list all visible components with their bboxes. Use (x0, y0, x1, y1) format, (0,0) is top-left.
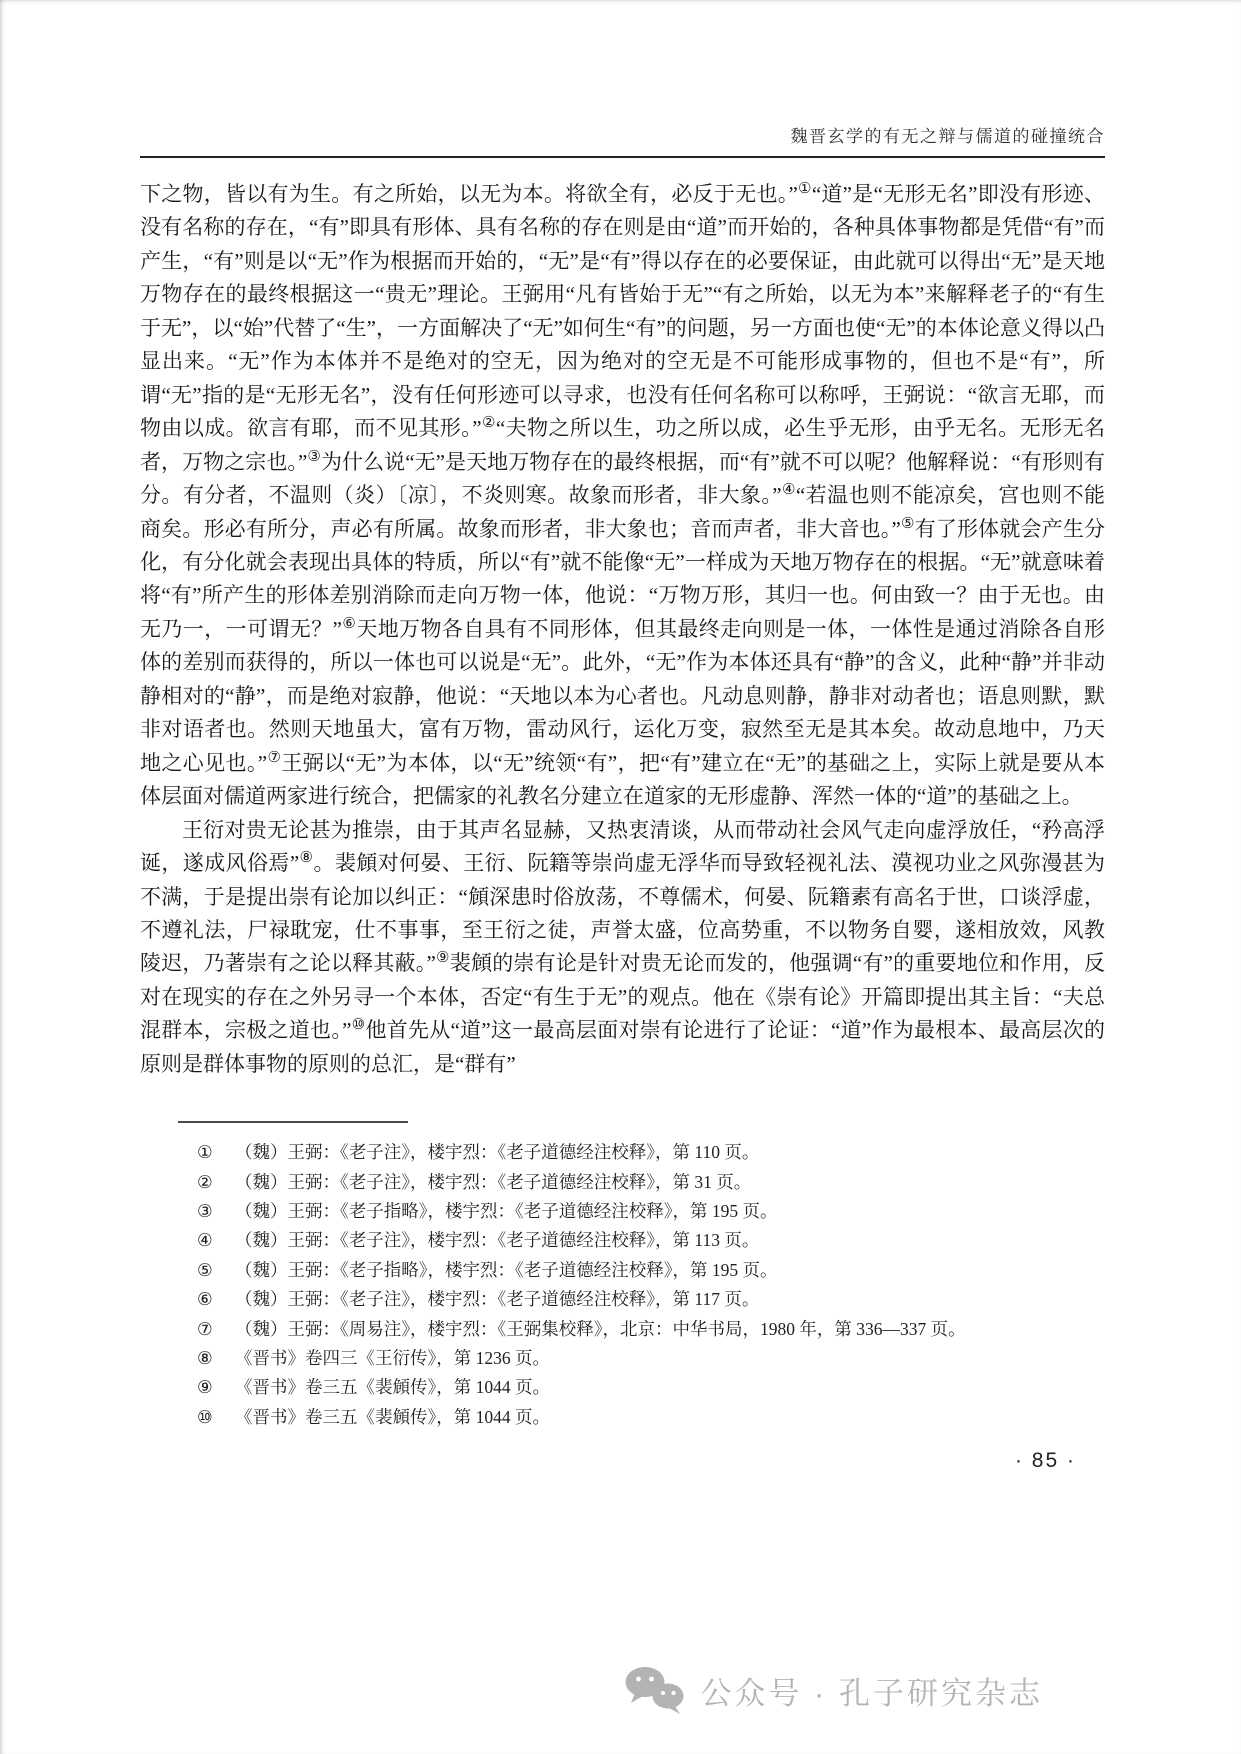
footnote-marker: ⑩ (197, 1406, 213, 1427)
footnote-ref: ⑧ (299, 850, 314, 867)
footnote-item (197, 1168, 1105, 1197)
footnote-text: （魏）王弼：《老子注》，楼宇烈：《老子道德经注校释》，第 113 页。 (235, 1230, 760, 1251)
footnote-item (197, 1256, 1105, 1285)
wechat-icon (624, 1666, 686, 1714)
footnote-text: 《晋书》卷三五《裴頠传》，第 1044 页。 (235, 1377, 550, 1398)
footnote-marker: ⑧ (197, 1348, 213, 1369)
footnote-separator (178, 1121, 408, 1123)
footnote-item (197, 1138, 1105, 1167)
body-text (140, 178, 1105, 1081)
footnote-list (140, 1138, 1105, 1432)
footnote-marker: ② (197, 1171, 213, 1192)
footnote-ref: ② (481, 415, 496, 432)
footnote-text: （魏）王弼：《老子注》，楼宇烈：《老子道德经注校释》，第 117 页。 (235, 1289, 760, 1310)
footnote-item (197, 1344, 1105, 1373)
header-rule (140, 156, 1105, 158)
watermark-label: 公众号 · 孔子研究杂志 (700, 1675, 1043, 1711)
footnote-ref: ③ (307, 448, 321, 465)
body-paragraph: 下之物，皆以有为生。有之所始，以无为本。将欲全有，必反于无也。”①“道”是“无形无名”即没有形迹、没有名称的存在，“有”即具有形体、具有名称的存在则是由“道”而开始的，各种具体事物都是凭借“有”而产生，“有”则是以“无”作为根据而开始的，“无”是“有”得以存在的必要保证，由此就可以得出“无”是天地万物存在的最终根据这一“贵无”理论。王弼用“凡有皆始于无”“有之所始，以无为本”来解释老子的“有生于无”，以“始”代替了“生”，一方面解决了“无”如何生“有”的问题，另一方面也使“无”的本体论意义得以凸显出来。“无”作为本体并不是绝对的空无，因为绝对的空无是不可能形成事物的，但也不是“有”，所谓“无”指的是“无形无名”，没有任何形迹可以寻求，也没有任何名称可以称呼，王弼说：“欲言无耶，而物由以成。欲言有耶，而不见其形。”②“夫物之所以生，功之所以成，必生乎无形，由乎无名。无形无名者，万物之宗也。”③为什么说“无”是天地万物存在的最终根据，而“有”就不可以呢？他解释说：“有形则有分。有分者，不温则（炎）〔凉〕，不炎则寒。故象而形者，非大象。”④“若温也则不能凉矣，宫也则不能商矣。形必有所分，声必有所属。故象而形者，非大象也；音而声者，非大音也。”⑤有了形体就会产生分化，有分化就会表现出具体的特质，所以“有”就不能像“无”一样成为天地万物存在的根据。“无”就意味着将“有”所产生的形体差别消除而走向万物一体，他说：“万物万形，其归一也。何由致一？由于无也。由无乃一，一可谓无？”⑥天地万物各自具有不同形体，但其最终走向则是一体，一体性是通过消除各自形体的差别而获得的，所以一体也可以说是“无”。此外，“无”作为本体还具有“静”的含义，此种“静”并非动静相对的“静”，而是绝对寂静，他说：“天地以本为心者也。凡动息则静，静非对动者也；语息则默，默非对语者也。然则天地虽大，富有万物，雷动风行，运化万变，寂然至无是其本矣。故动息地中，乃天地之心见也。”⑦王弼以“无”为本体，以“无”统领“有”，把“有”建立在“无”的基础之上，实际上就是要从本体层面对儒道两家进行统合，把儒家的礼教名分建立在道家的无形虚静、浑然一体的“道”的基础之上。 (140, 181, 1106, 809)
footnote-ref: ⑦ (267, 749, 282, 766)
footnote-item (197, 1285, 1105, 1314)
footnote-ref: ⑩ (351, 1017, 366, 1034)
footnote-marker: ① (197, 1142, 213, 1163)
body-paragraph: 王衍对贵无论甚为推崇，由于其声名显赫，又热衷清谈，从而带动社会风气走向虚浮放任，“矜高浮诞，遂成风俗焉”⑧。裴頠对何晏、王衍、阮籍等崇尚虚无浮华而导致轻视礼法、漠视功业之风弥漫甚为不满，于是提出崇有论加以纠正：“頠深患时俗放荡，不尊儒术，何晏、阮籍素有高名于世，口谈浮虚，不遵礼法，尸禄耽宠，仕不事事，至王衍之徒，声誉太盛，位高势重，不以物务自婴，遂相放效，风教陵迟，乃著崇有之论以释其蔽。”⑨裴頠的崇有论是针对贵无论而发的，他强调“有”的重要地位和作用，反对在现实的存在之外另寻一个本体，否定“有生于无”的观点。他在《崇有论》开篇即提出其主旨：“夫总混群本，宗极之道也。”⑩他首先从“道”这一最高层面对崇有论进行了论证：“道”作为最根本、最高层次的原则是群体事物的原则的总汇，是“群有” (140, 817, 1106, 1076)
footnote-text: （魏）王弼：《老子指略》，楼宇烈：《老子道德经注校释》，第 195 页。 (235, 1259, 778, 1280)
footnote-marker: ⑦ (197, 1318, 213, 1339)
footnote-marker: ③ (197, 1201, 213, 1222)
footnote-item (197, 1373, 1105, 1402)
footnote-marker: ⑥ (197, 1289, 213, 1310)
footnote-ref: ④ (781, 482, 796, 499)
watermark (624, 1666, 1043, 1714)
footnote-item (197, 1315, 1105, 1344)
footnote-text: （魏）王弼：《老子指略》，楼宇烈：《老子道德经注校释》，第 195 页。 (235, 1201, 778, 1222)
footnote-text: （魏）王弼：《老子注》，楼宇烈：《老子道德经注校释》，第 31 页。 (235, 1171, 752, 1192)
footnote-ref: ① (797, 181, 812, 197)
footnote-text: 《晋书》卷四三《王衍传》，第 1236 页。 (235, 1348, 550, 1369)
footnote-text: （魏）王弼：《周易注》，楼宇烈：《王弼集校释》，北京：中华书局，1980 年，第 336—337 页。 (235, 1318, 966, 1339)
footnote-item (197, 1226, 1105, 1255)
running-header-title: 魏晋玄学的有无之辩与儒道的碰撞统合 (790, 127, 1105, 146)
page-number: · 85 · (1014, 1449, 1076, 1473)
footnote-text: 《晋书》卷三五《裴頠传》，第 1044 页。 (235, 1406, 550, 1427)
footnote-text: （魏）王弼：《老子注》，楼宇烈：《老子道德经注校释》，第 110 页。 (235, 1142, 760, 1163)
footnote-item (197, 1403, 1105, 1432)
footnote-marker: ⑨ (197, 1377, 213, 1398)
footnote-ref: ⑤ (900, 515, 915, 532)
footnote-item (197, 1197, 1105, 1226)
footnote-marker: ④ (197, 1230, 213, 1251)
footnote-ref: ⑥ (341, 615, 357, 632)
footnote-marker: ⑤ (197, 1259, 213, 1280)
footnote-ref: ⑨ (435, 950, 450, 967)
